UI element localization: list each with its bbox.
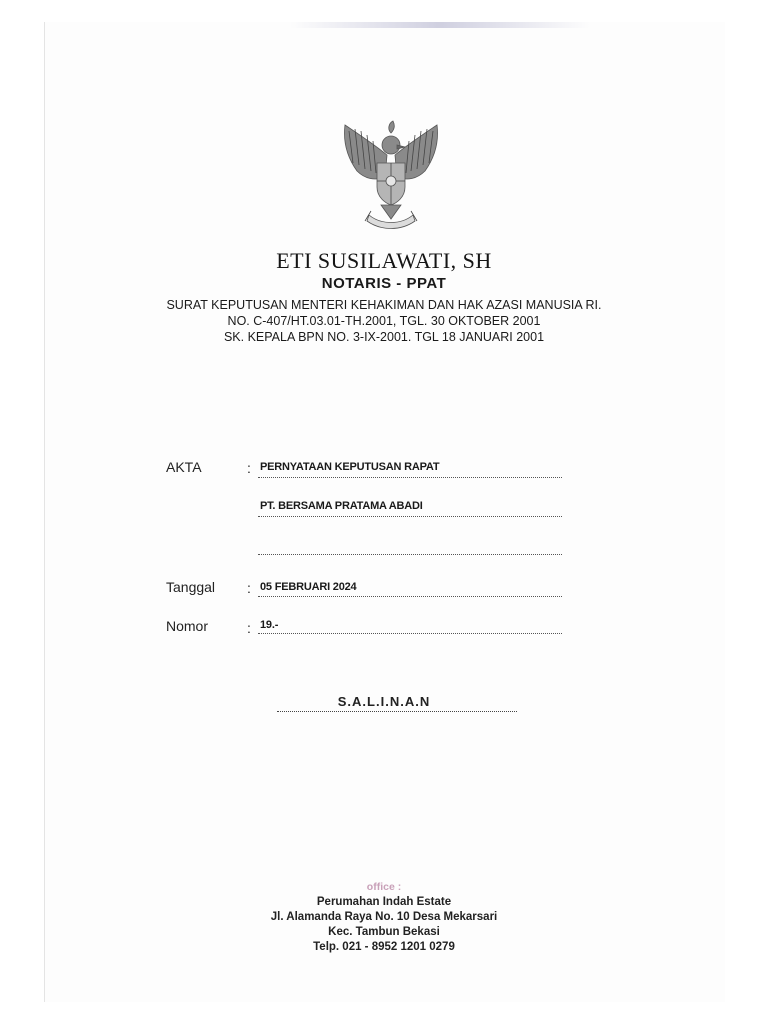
tanggal-colon: : (247, 580, 251, 596)
decree-line-3: SK. KEPALA BPN NO. 3-IX-2001. TGL 18 JANUARI 2001 (223, 330, 545, 344)
decree-line-1: SURAT KEPUTUSAN MENTERI KEHAKIMAN DAN HAK AZASI MANUSIA RI. (166, 298, 602, 312)
footer-line-3: Kec. Tambun Bekasi (328, 926, 440, 938)
nomor-value: 19.- (260, 619, 279, 631)
akta-value-1: PERNYATAAN KEPUTUSAN RAPAT (260, 461, 440, 473)
nomor-colon: : (247, 620, 251, 636)
office-footer (0, 880, 768, 955)
notary-name: ETI SUSILAWATI, SH (276, 248, 492, 273)
akta-label: AKTA (166, 459, 202, 475)
akta-line-3 (258, 538, 562, 555)
akta-value-2: PT. BERSAMA PRATAMA ABADI (260, 500, 423, 512)
notary-title: NOTARIS - PPAT (321, 275, 447, 292)
tanggal-label: Tanggal (166, 579, 216, 595)
nomor-line (258, 617, 562, 634)
nomor-label: Nomor (166, 618, 209, 634)
garuda-emblem-icon (335, 115, 447, 235)
decree-block (0, 297, 768, 345)
salinan-heading: S.A.L.I.N.A.N (337, 694, 431, 709)
akta-colon: : (247, 460, 251, 476)
tanggal-value: 05 FEBRUARI 2024 (260, 581, 357, 593)
scan-smudge (290, 22, 590, 28)
footer-line-2: Jl. Alamanda Raya No. 10 Desa Mekarsari (270, 911, 498, 923)
footer-line-4: Telp. 021 - 8952 1201 0279 (313, 941, 455, 953)
office-label: office : (366, 881, 402, 893)
footer-line-1: Perumahan Indah Estate (316, 896, 452, 908)
decree-line-2: NO. C-407/HT.03.01-TH.2001, TGL. 30 OKTOBER 2001 (227, 314, 541, 328)
